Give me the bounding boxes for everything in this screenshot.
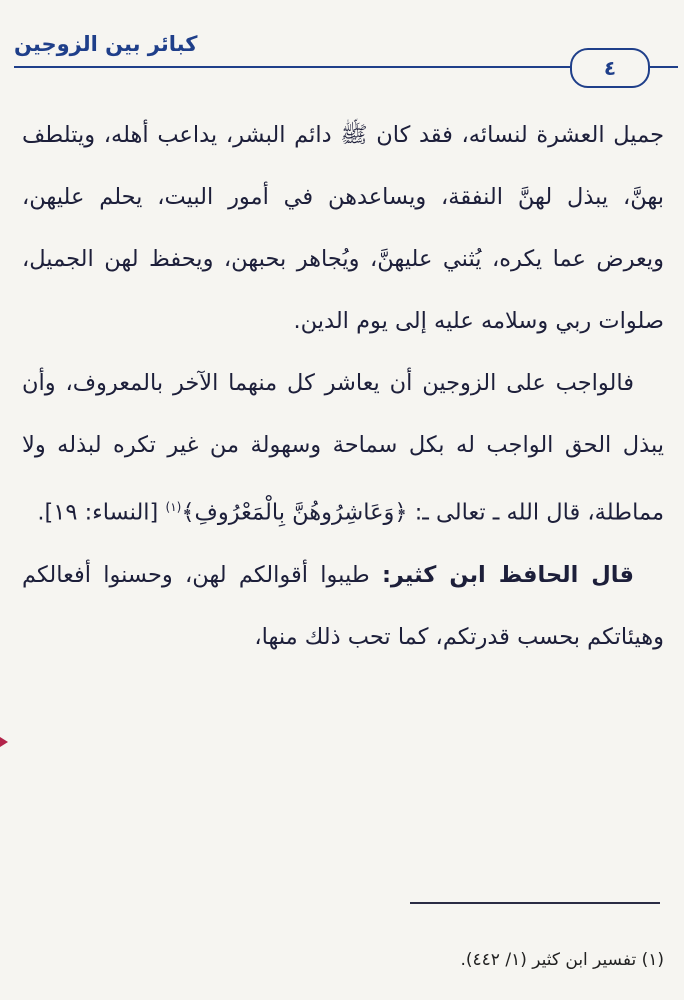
paragraph-prophet-description [22, 104, 664, 352]
paragraph2-text: فالواجب على الزوجين أن يعاشر كل منهما الآخر بالمعروف، وأن يبذل الحق الواجب له بكل سماحة وسهولة من غير تكره لبذله ولا مماطلة، قال الله ـ تعالى ـ: [22, 370, 664, 526]
paragraph3-text: طيبوا أقوالكم لهن، وحسنوا أفعالكم وهيئاتكم بحسب قدرتكم، كما تحب ذلك منها، [22, 561, 664, 650]
quran-verse: ﴿وَعَاشِرُوهُنَّ بِالْمَعْرُوفِ﴾ [181, 499, 408, 526]
page-edge-mark [0, 735, 10, 749]
page-number: ٤ [603, 56, 617, 80]
footnote-ref: (١) [165, 500, 182, 514]
paragraph-obligation [22, 352, 664, 544]
paragraph-ibn-kathir [22, 544, 664, 668]
speaker-label: قال الحافظ ابن كثير: [381, 561, 634, 588]
page-number-badge [570, 48, 650, 88]
verse-citation: [النساء: ١٩]. [37, 499, 159, 526]
book-title: كبائر بين الزوجين [14, 32, 198, 56]
footnote-separator [410, 902, 660, 904]
paragraph1-part1: جميل العشرة لنسائه، فقد كان [376, 122, 665, 148]
salutation-symbol: ﷺ [340, 122, 368, 148]
paragraph1-part2: دائم البشر، يداعب أهله، ويتلطف بهنَّ، يبذل لهنَّ النفقة، ويساعدهن في أمور البيت، يحلم عليهن، ويعرض عما يكره، يُثني عليهنَّ، ويُجاهر بحبهن، ويحفظ لهن الجميل، صلوات ربي وسلامه عليه إلى يوم الدين. [22, 122, 664, 334]
footnote: (١) تفسير ابن كثير (١/ ٤٤٢). [460, 950, 664, 970]
body-text [22, 104, 664, 668]
